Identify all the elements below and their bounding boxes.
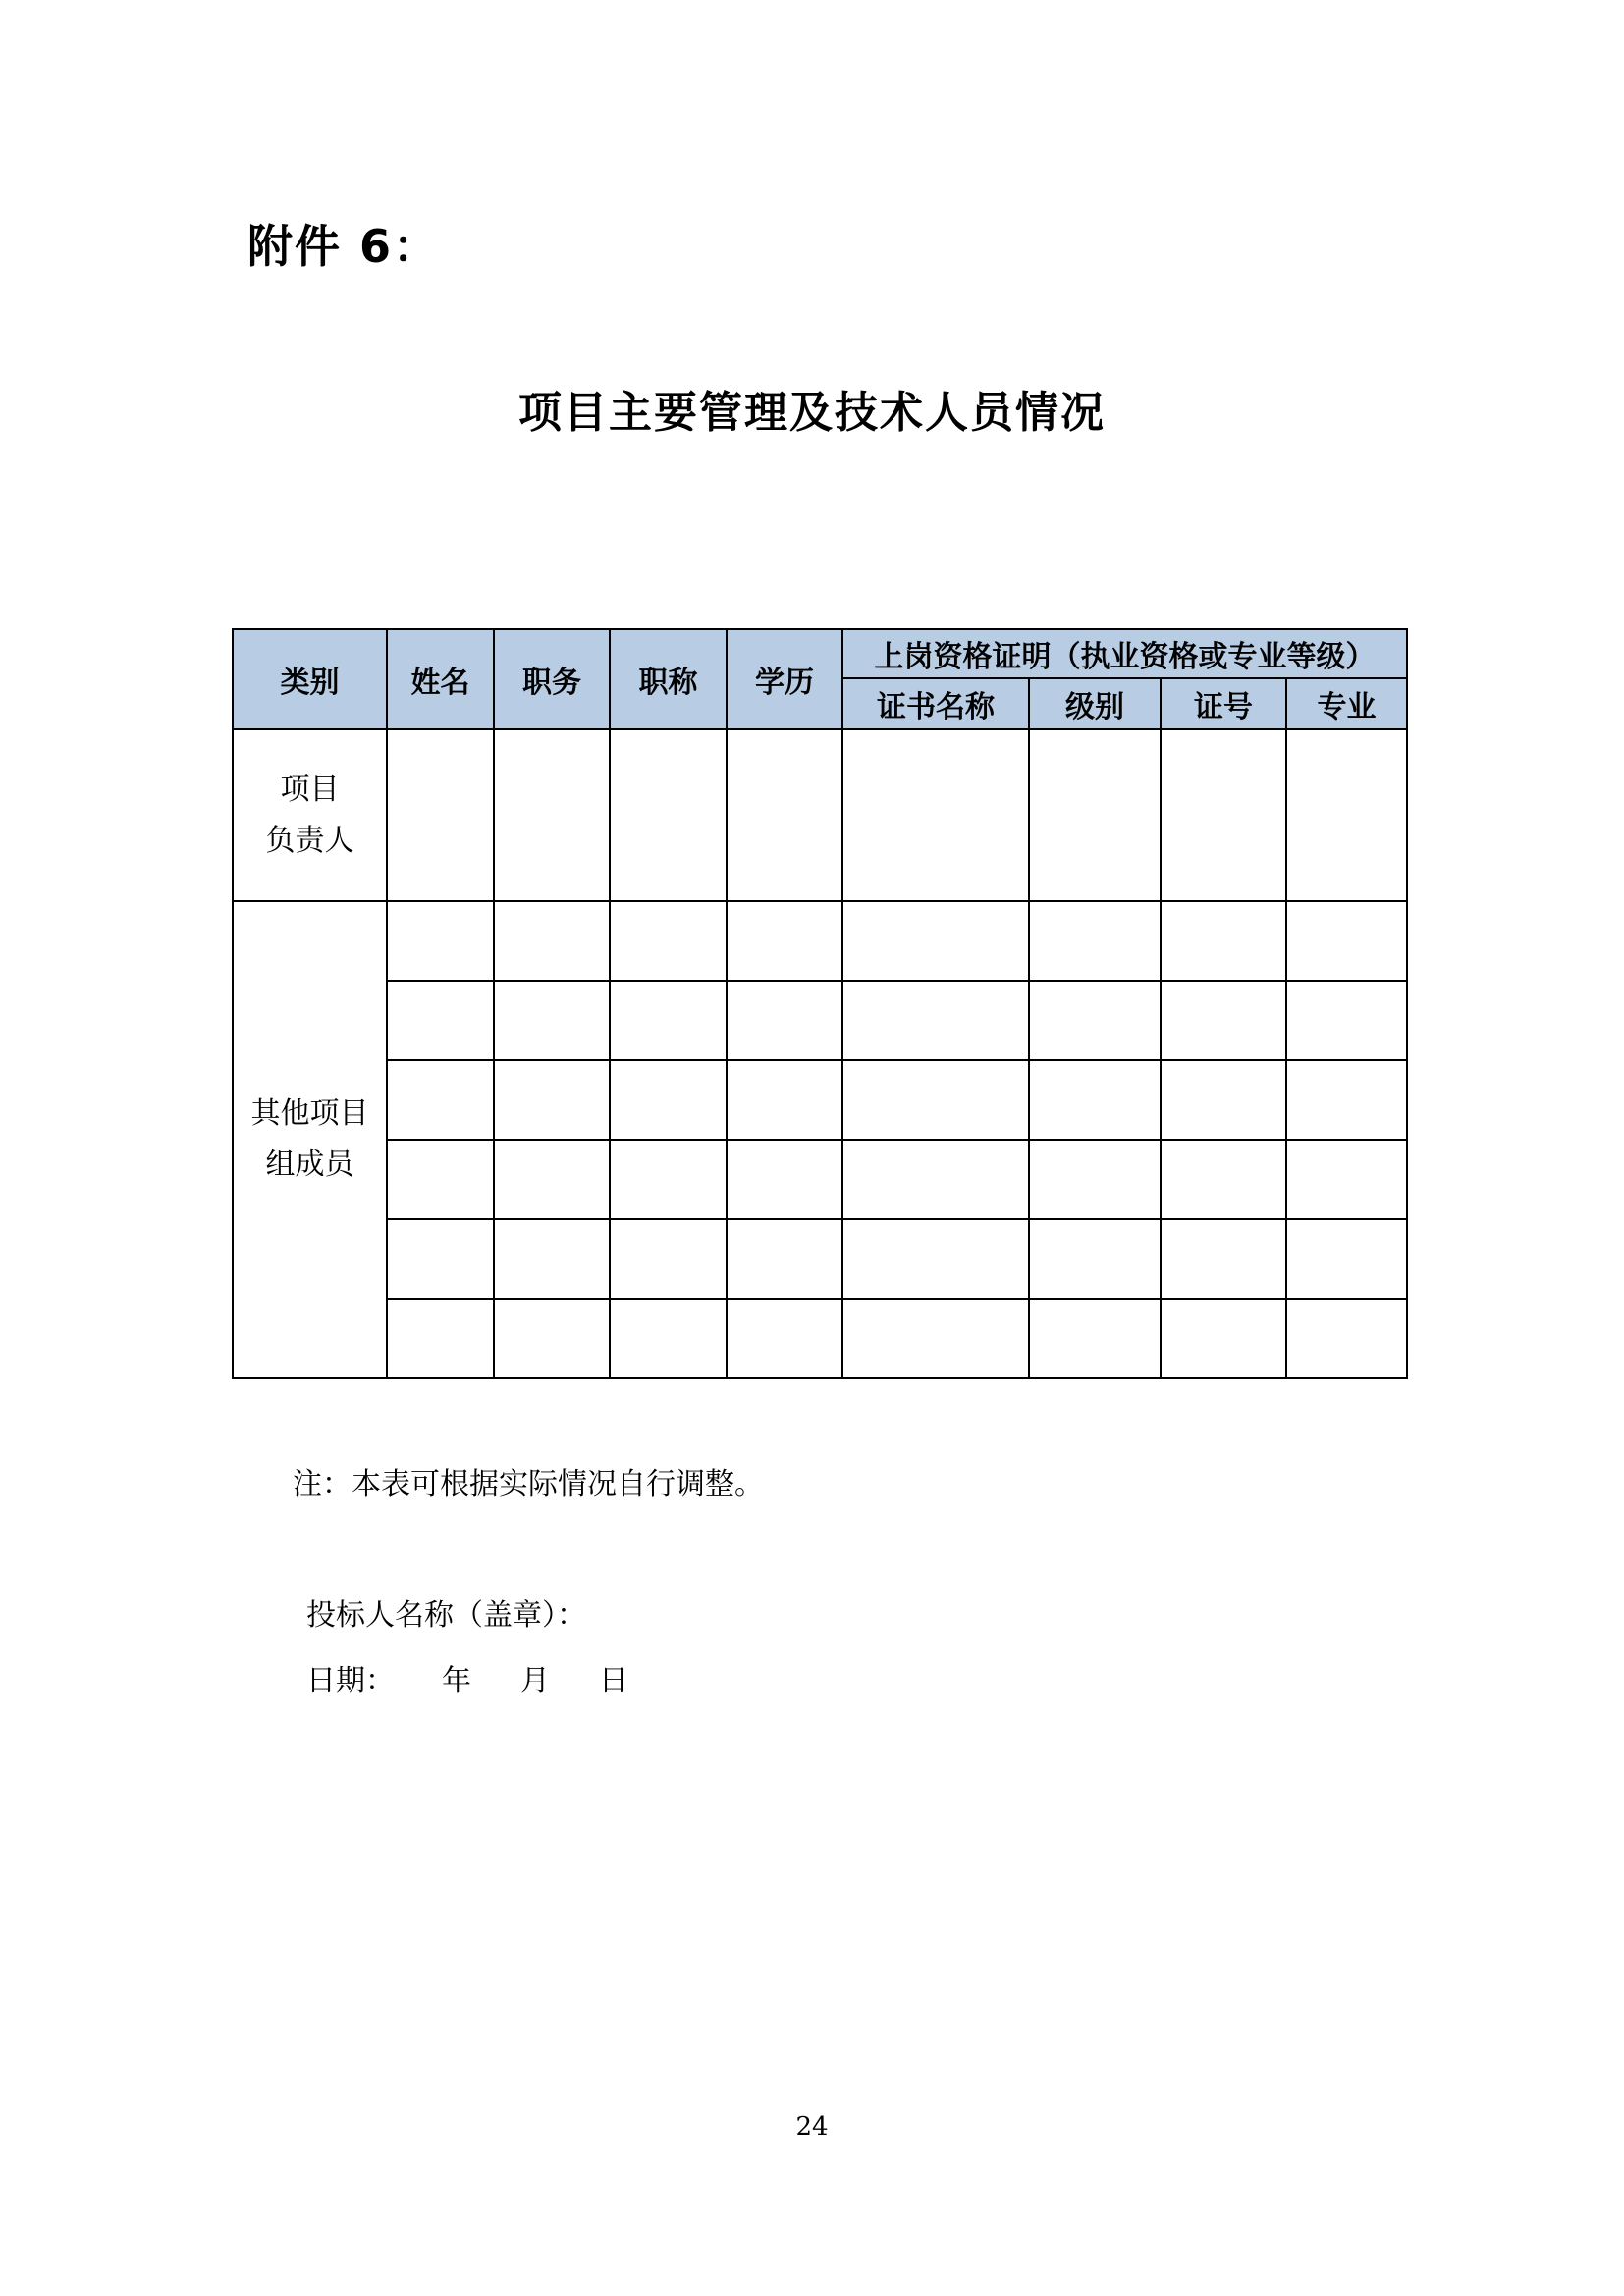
date-day: 日 <box>599 1664 628 1698</box>
table-row-leader <box>233 729 1407 901</box>
table-cell[interactable] <box>494 1060 610 1140</box>
date-month: 月 <box>520 1664 550 1698</box>
table-cell[interactable] <box>842 1140 1029 1219</box>
table-cell[interactable] <box>727 1140 842 1219</box>
table-row-member <box>233 901 1407 981</box>
table-cell[interactable] <box>842 1219 1029 1299</box>
category-members <box>233 901 387 1378</box>
header-position: 职务 <box>494 629 610 729</box>
table-cell[interactable] <box>610 901 727 981</box>
date-label: 日期： <box>306 1664 395 1698</box>
table-header-row <box>233 629 1407 678</box>
header-education: 学历 <box>727 629 842 729</box>
table-cell[interactable] <box>727 1060 842 1140</box>
table-cell[interactable] <box>842 981 1029 1060</box>
table-cell[interactable] <box>1286 729 1407 901</box>
table-cell[interactable] <box>727 1219 842 1299</box>
table-cell[interactable] <box>610 1060 727 1140</box>
date-line <box>306 1656 628 1699</box>
table-cell[interactable] <box>494 1140 610 1219</box>
table-cell[interactable] <box>494 729 610 901</box>
table-cell[interactable] <box>494 1299 610 1378</box>
table-cell[interactable] <box>1161 1140 1286 1219</box>
table-row-member <box>233 1140 1407 1219</box>
category-leader-line2: 负责人 <box>265 823 354 858</box>
table-cell[interactable] <box>1161 729 1286 901</box>
table-cell[interactable] <box>1029 1219 1161 1299</box>
table-cell[interactable] <box>1286 1299 1407 1378</box>
table-cell[interactable] <box>1286 1140 1407 1219</box>
table-cell[interactable] <box>842 901 1029 981</box>
table-cell[interactable] <box>1161 901 1286 981</box>
table-cell[interactable] <box>387 1299 494 1378</box>
header-category: 类别 <box>233 629 387 729</box>
table-row-member <box>233 1299 1407 1378</box>
table-cell[interactable] <box>727 901 842 981</box>
category-members-line2: 组成员 <box>265 1148 354 1182</box>
bidder-name-label: 投标人名称（盖章）： <box>306 1598 586 1632</box>
table-cell[interactable] <box>842 729 1029 901</box>
table-cell[interactable] <box>1029 981 1161 1060</box>
table-row-member <box>233 1060 1407 1140</box>
table-row-member <box>233 981 1407 1060</box>
table-cell[interactable] <box>387 1219 494 1299</box>
table-cell[interactable] <box>1286 1060 1407 1140</box>
table-cell[interactable] <box>1029 1060 1161 1140</box>
header-cert-name: 证书名称 <box>842 678 1029 729</box>
attachment-label: 附件 6： <box>247 220 441 273</box>
table-cell[interactable] <box>610 1219 727 1299</box>
table-cell[interactable] <box>1161 981 1286 1060</box>
table-cell[interactable] <box>727 729 842 901</box>
staff-table <box>232 628 1408 1379</box>
table-cell[interactable] <box>494 901 610 981</box>
table-cell[interactable] <box>1286 1219 1407 1299</box>
table-cell[interactable] <box>1029 1140 1161 1219</box>
header-title: 职称 <box>610 629 727 729</box>
table-note: 注：本表可根据实际情况自行调整。 <box>293 1468 764 1502</box>
table-cell[interactable] <box>1161 1219 1286 1299</box>
table-cell[interactable] <box>494 1219 610 1299</box>
table-cell[interactable] <box>1029 1299 1161 1378</box>
table-cell[interactable] <box>610 981 727 1060</box>
header-specialty: 专业 <box>1286 678 1407 729</box>
table-cell[interactable] <box>1161 1299 1286 1378</box>
table-cell[interactable] <box>1029 901 1161 981</box>
table-cell[interactable] <box>727 1299 842 1378</box>
header-qualification: 上岗资格证明（执业资格或专业等级） <box>842 629 1407 678</box>
page-title: 项目主要管理及技术人员情况 <box>518 388 1106 438</box>
category-members-line1: 其他项目 <box>250 1096 369 1131</box>
table-cell[interactable] <box>610 1299 727 1378</box>
table-cell[interactable] <box>494 981 610 1060</box>
table-cell[interactable] <box>610 729 727 901</box>
table-cell[interactable] <box>387 1140 494 1219</box>
table-cell[interactable] <box>842 1299 1029 1378</box>
header-name: 姓名 <box>387 629 494 729</box>
table-cell[interactable] <box>1029 729 1161 901</box>
table-cell[interactable] <box>387 1060 494 1140</box>
table-cell[interactable] <box>842 1060 1029 1140</box>
table-cell[interactable] <box>1286 981 1407 1060</box>
page-number: 24 <box>795 2112 829 2142</box>
date-year: 年 <box>442 1664 471 1698</box>
table-cell[interactable] <box>727 981 842 1060</box>
header-cert-no: 证号 <box>1161 678 1286 729</box>
table-cell[interactable] <box>610 1140 727 1219</box>
table-cell[interactable] <box>387 729 494 901</box>
table-cell[interactable] <box>387 901 494 981</box>
table-cell[interactable] <box>387 981 494 1060</box>
category-leader <box>233 729 387 901</box>
table-cell[interactable] <box>1161 1060 1286 1140</box>
category-leader-line1: 项目 <box>280 772 340 807</box>
table-row-member <box>233 1219 1407 1299</box>
header-level: 级别 <box>1029 678 1161 729</box>
table-cell[interactable] <box>1286 901 1407 981</box>
